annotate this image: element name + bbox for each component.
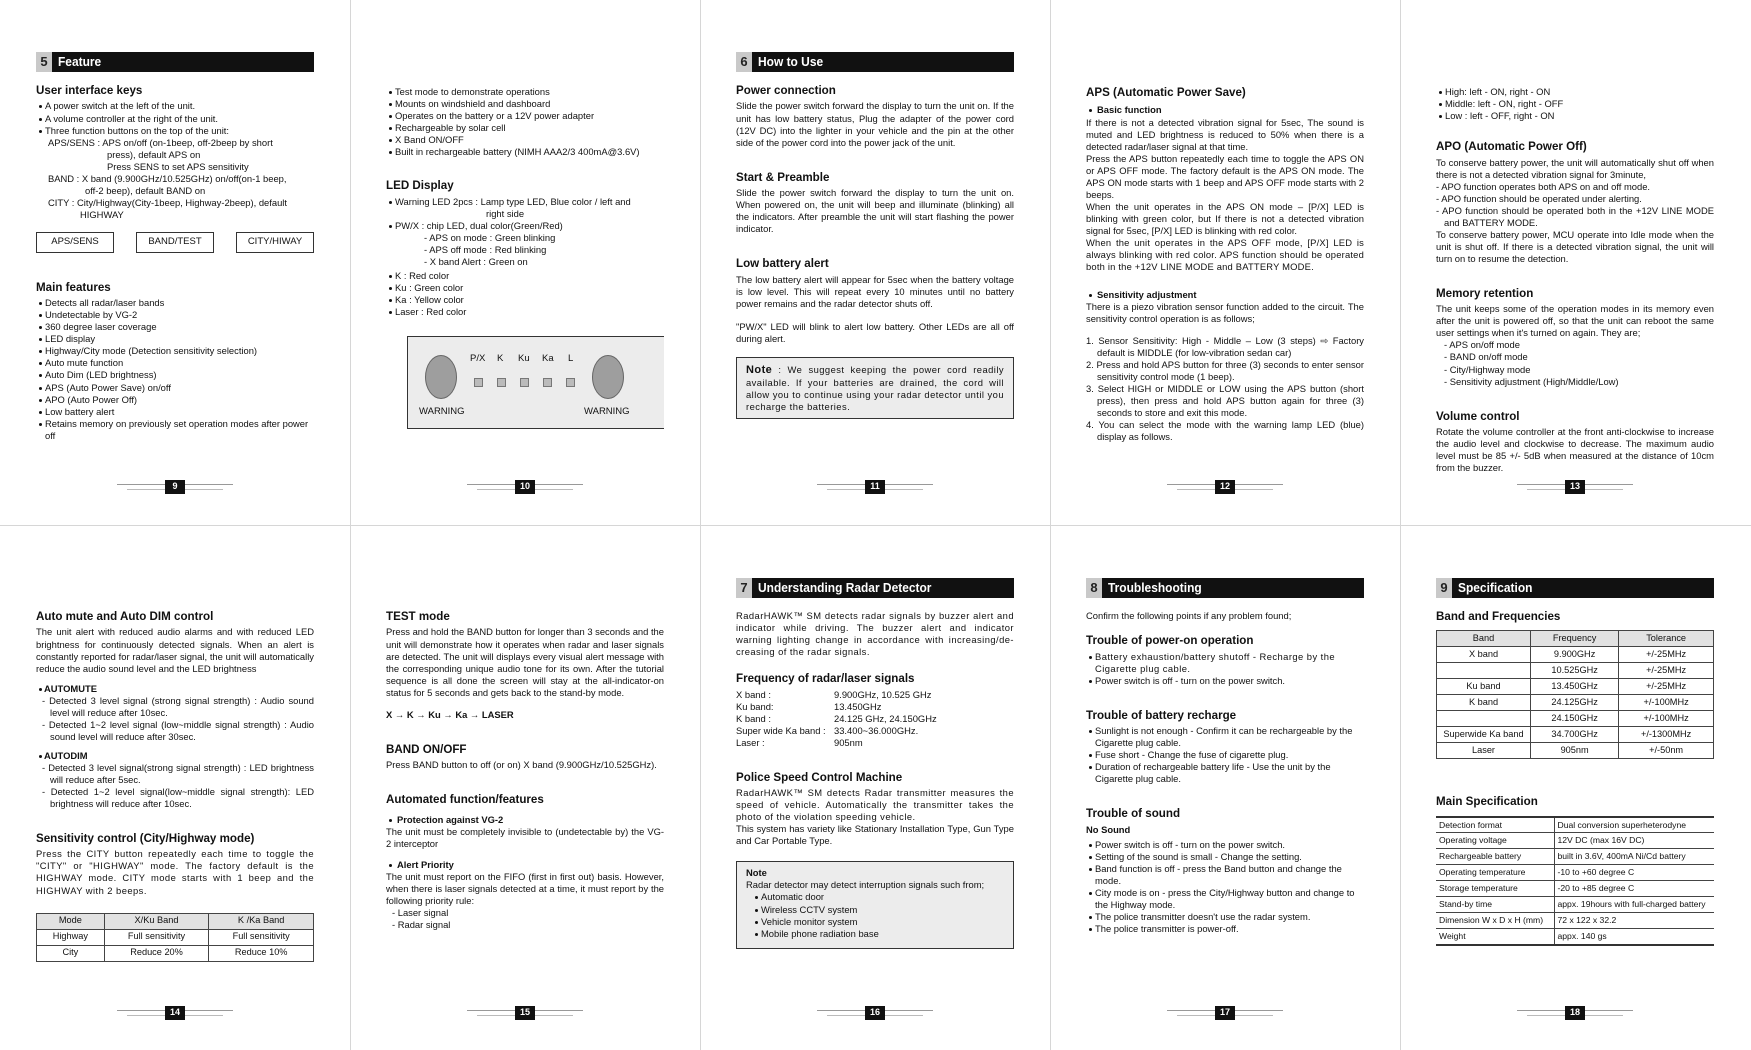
list-item: The police transmitter is power-off.	[1086, 923, 1364, 935]
subheading-no-sound: No Sound	[1086, 823, 1131, 835]
freq-band: K band :	[736, 712, 771, 724]
spec-value: Dual conversion superheterodyne	[1554, 817, 1714, 833]
mode-table	[36, 913, 314, 962]
spec-value: built in 3.6V, 400mA Ni/Cd battery	[1554, 849, 1714, 865]
table-cell: Tolerance	[1619, 631, 1714, 647]
freq-band: Laser :	[736, 736, 765, 748]
spec-label: Detection format	[1436, 817, 1554, 833]
list-item: APO (Auto Power Off)	[36, 394, 314, 406]
section-title: Specification	[1458, 579, 1533, 595]
table-cell: +/-50nm	[1619, 743, 1714, 759]
section-header	[1086, 578, 1364, 598]
spec-value: appx. 140 gs	[1554, 929, 1714, 945]
table-cell: Superwide Ka band	[1437, 727, 1531, 743]
heading-automated-features: Automated function/features	[386, 793, 544, 807]
list-item: APS (Auto Power Save) on/off	[36, 382, 314, 394]
heading-band-on-off: BAND ON/OFF	[386, 742, 467, 756]
memory-item: - City/Highway mode	[1444, 363, 1531, 375]
heading-police-speed: Police Speed Control Machine	[736, 770, 903, 784]
heading-user-interface-keys: User interface keys	[36, 84, 143, 97]
subheading-autodim: AUTODIM	[44, 749, 88, 761]
table-cell: Full sensitivity	[209, 929, 314, 945]
paragraph: Press the APS button repeatedly each time to toggle the APS ON or APS OFF mode. The factory default is the APS ON mode. The APS ON mode starts with 1 beep and APS OFF mode starts with 2 beeps.	[1086, 152, 1364, 200]
page-15	[386, 610, 664, 931]
section-header	[36, 52, 314, 72]
apo-item: - APO function should be operated under alerting.	[1436, 192, 1642, 204]
pwx-desc: - X band Alert : Green on	[424, 255, 528, 267]
spec-label: Weight	[1436, 929, 1554, 945]
paragraph: Press and hold the BAND button for longer than 3 seconds and the unit will demonstrate how it operates when radar and laser signals are detected. The unit will displays every visual alert message with the corresponding unique audio tone for its own. After the tutorial sequence is all done the screen will stay at the all-indicator-on status for 5 seconds and gets back to the stand-by mode.	[386, 626, 664, 698]
subheading-sensitivity-adjustment: Sensitivity adjustment	[1097, 288, 1197, 300]
heading-power-connection: Power connection	[736, 84, 836, 97]
page-14	[36, 610, 314, 962]
spec-label: Operating voltage	[1436, 833, 1554, 849]
heading-test-mode: TEST mode	[386, 610, 450, 623]
table-cell: +/-100MHz	[1619, 695, 1714, 711]
memory-item: - APS on/off mode	[1444, 339, 1520, 351]
k-label: K	[497, 352, 504, 364]
aps-sens-key: APS/SENS	[36, 232, 114, 253]
heading-memory-retention: Memory retention	[1436, 286, 1534, 300]
spec-value: 12V DC (max 16V DC)	[1554, 833, 1714, 849]
list-item: Power switch is off - turn on the power switch.	[1086, 839, 1364, 851]
list-item: Test mode to demonstrate operations	[386, 86, 664, 98]
priority-item: - Laser signal	[392, 906, 449, 918]
note-text: : We suggest keeping the power cord readily available. If your batteries are drained, the cord will allow you to continue using your radar detector until you recharge the batteries.	[746, 363, 1004, 412]
list-item: Fuse short - Change the fuse of cigarette plug.	[1086, 749, 1364, 761]
list-item: Retains memory on previously set operation modes after power off	[36, 418, 314, 442]
section-number: 9	[1436, 578, 1452, 598]
page-10	[386, 86, 664, 429]
autodim-item: - Detected 3 level signal(strong signal strength) : LED brightness will reduce after 5sec.	[42, 761, 314, 785]
paragraph: The unit must report on the FIFO (first in first out) basis. However, when there is laser signals detected at a time, it must report by the following priority rule:	[386, 870, 664, 906]
list-item: Rechargeable by solar cell	[386, 122, 664, 134]
heading-battery-recharge: Trouble of battery recharge	[1086, 708, 1237, 722]
table-cell: 905nm	[1531, 743, 1619, 759]
k-led	[497, 378, 506, 387]
memory-item: - Sensitivity adjustment (High/Middle/Low)	[1444, 375, 1619, 387]
section-title: Understanding Radar Detector	[758, 579, 932, 595]
paragraph: RadarHAWK™ SM detects radar signals by buzzer alert and indicator while driving. The buzzer alert and indicator warning lighting change in accordance with increasing/de-creasing of the radar signals.	[736, 610, 1014, 658]
table-cell: 24.150GHz	[1531, 711, 1619, 727]
list-item: Three function buttons on the top of the unit:	[36, 125, 314, 137]
table-cell: +/-25MHz	[1619, 679, 1714, 695]
table-cell	[1437, 663, 1531, 679]
heading-sensitivity-control: Sensitivity control (City/Highway mode)	[36, 831, 255, 845]
heading-frequency: Frequency of radar/laser signals	[736, 672, 915, 686]
table-cell: 10.525GHz	[1531, 663, 1619, 679]
spec-value: -20 to +85 degree C	[1554, 881, 1714, 897]
list-item: Auto mute function	[36, 357, 314, 369]
heading-low-battery-alert: Low battery alert	[736, 257, 829, 271]
paragraph: Confirm the following points if any problem found;	[1086, 610, 1292, 621]
spec-table	[1436, 816, 1714, 946]
step-item: 4. You can select the mode with the warning lamp LED (blue) display as follows.	[1086, 419, 1364, 443]
list-item: Duration of rechargeable battery life - Use the unit by the Cigarette plug cable.	[1086, 761, 1364, 785]
page-number: 11	[817, 480, 933, 494]
page-12	[1086, 86, 1364, 443]
section-title: Troubleshooting	[1108, 579, 1202, 595]
list-item: Mounts on windshield and dashboard	[386, 98, 664, 110]
list-item: Undetectable by VG-2	[36, 309, 314, 321]
subheading-automute: AUTOMUTE	[44, 682, 97, 694]
list-item: 360 degree laser coverage	[36, 321, 314, 333]
paragraph: If there is not a detected vibration signal for 5sec, The sound is muted and LED brightness is reduced to 50% when there is a detected radar/laser signal at that time.	[1086, 116, 1364, 152]
page-number: 18	[1517, 1006, 1633, 1020]
list-item: K : Red color	[386, 270, 664, 282]
page-number: 10	[467, 480, 583, 494]
page-number: 15	[467, 1006, 583, 1020]
paragraph: Press the CITY button repeatedly each time to toggle the "CITY" or "HIGHWAY" mode. The factory default is the HIGHWAY mode. CITY mode starts with 1 beep and the HIGHWAY with 2 beeps.	[36, 848, 314, 896]
pwx-label: P/X	[470, 352, 486, 364]
aps-sens-desc: Press SENS to set APS sensitivity	[107, 160, 249, 172]
heading-start-preamble: Start & Preamble	[736, 170, 830, 184]
step-item: 1. Sensor Sensitivity: High - Middle – Low (3 steps) ⇨ Factory default is MIDDLE (for low-vibration sedan car)	[1086, 335, 1364, 359]
spec-label: Rechargeable battery	[1436, 849, 1554, 865]
list-item: Vehicle monitor system	[752, 916, 1004, 928]
features-list	[36, 297, 314, 441]
freq-band: Ku band:	[736, 700, 774, 712]
section-number: 6	[736, 52, 752, 72]
city-desc: HIGHWAY	[80, 208, 124, 220]
paragraph: RadarHAWK™ SM detects Radar transmitter measures the speed of vehicle. Automatically the transmitter takes the photo of the violation speeding vehicle.	[736, 787, 1014, 823]
table-cell: 34.700GHz	[1531, 727, 1619, 743]
list-item: Low : left - OFF, right - ON	[1436, 110, 1714, 122]
table-cell: Reduce 20%	[104, 945, 209, 961]
list-item: Operates on the battery or a 12V power adapter	[386, 110, 664, 122]
l-led	[566, 378, 575, 387]
page-13	[1436, 86, 1714, 474]
table-cell: +/-25MHz	[1619, 663, 1714, 679]
paragraph: Slide the power switch forward the display to turn the unit on. When powered on, the unit will beep and illuminate (blinking) all the indicators. After preamble the unit will start flashing the power indicator.	[736, 187, 1014, 235]
list-item: Power switch is off - turn on the power switch.	[1086, 675, 1364, 687]
table-cell: City	[37, 945, 105, 961]
table-cell: X band	[1437, 647, 1531, 663]
table-cell: Full sensitivity	[104, 929, 209, 945]
table-cell: 13.450GHz	[1531, 679, 1619, 695]
note-box	[736, 357, 1014, 419]
paragraph: The unit must be completely invisible to (undetectable by) the VG-2 interceptor	[386, 825, 664, 849]
paragraph: When the unit operates in the APS ON mode – [P/X] LED is blinking with green color, but If there is not a detected vibration signal for 5sec, [P/X] LED is blinking with red color.	[1086, 200, 1364, 236]
table-cell: X/Ku Band	[104, 913, 209, 929]
table-cell: K /Ka Band	[209, 913, 314, 929]
table-cell: Mode	[37, 913, 105, 929]
apo-item: - APO function operates both APS on and off mode.	[1436, 180, 1651, 192]
heading-power-on: Trouble of power-on operation	[1086, 634, 1254, 648]
page-number: 9	[117, 480, 233, 494]
automute-item: - Detected 1~2 level signal (low~middle signal strength) : Audio sound level will reduce after 30sec.	[42, 718, 314, 742]
heading-auto-mute-dim: Auto mute and Auto DIM control	[36, 610, 214, 623]
band-table	[1436, 630, 1714, 759]
subheading-protection-vg2: Protection against VG-2	[397, 813, 504, 825]
list-item: Wireless CCTV system	[752, 904, 1004, 916]
aps-sens-desc: APS/SENS : APS on/off (on-1beep, off-2beep by short	[48, 136, 273, 148]
list-item: Band function is off - press the Band button and change the mode.	[1086, 863, 1364, 887]
page-number: 12	[1167, 480, 1283, 494]
note-box	[736, 861, 1014, 949]
section-number: 7	[736, 578, 752, 598]
ku-label: Ku	[518, 352, 530, 364]
spec-label: Stand-by time	[1436, 897, 1554, 913]
list-item: Built in rechargeable battery (NIMH AAA2/3 400mA@3.6V)	[386, 146, 664, 158]
table-cell: 24.125GHz	[1531, 695, 1619, 711]
list-item: Highway/City mode (Detection sensitivity selection)	[36, 345, 314, 357]
pwx-desc: - APS off mode : Red blinking	[424, 243, 547, 255]
table-cell: Frequency	[1531, 631, 1619, 647]
city-desc: CITY : City/Highway(City-1beep, Highway-2beep), default	[48, 196, 287, 208]
section-title: How to Use	[758, 53, 824, 69]
test-sequence: X → K → Ku → Ka → LASER	[386, 708, 514, 720]
warning-label-right: WARNING	[584, 405, 630, 417]
page-17	[1086, 578, 1364, 935]
freq-value: 24.125 GHz, 24.150GHz	[834, 712, 937, 724]
subheading-basic-function: Basic function	[1097, 104, 1162, 116]
heading-led-display: LED Display	[386, 179, 454, 193]
apo-item: - APO function should be operated both in the +12V LINE MODE and BATTERY MODE.	[1436, 204, 1714, 228]
note-label: Note	[746, 867, 767, 879]
paragraph: Rotate the volume controller at the front anti-clockwise to increase the audio level and clockwise to decrease. The maximum audio level must be 85 +/- 5dB when measured at the distance of 10cm from the buzzer.	[1436, 426, 1714, 474]
ku-led	[520, 378, 529, 387]
table-cell: Ku band	[1437, 679, 1531, 695]
row-divider	[0, 525, 1751, 526]
table-cell: Reduce 10%	[209, 945, 314, 961]
table-cell: +/-25MHz	[1619, 647, 1714, 663]
list-item: The police transmitter doesn't use the radar system.	[1086, 911, 1364, 923]
spec-label: Dimension W x D x H (mm)	[1436, 913, 1554, 929]
table-cell: K band	[1437, 695, 1531, 711]
heading-apo: APO (Automatic Power Off)	[1436, 140, 1587, 154]
heading-main-features: Main features	[36, 280, 111, 294]
list-item: Laser : Red color	[386, 306, 664, 318]
aps-sens-desc: press), default APS on	[107, 148, 201, 160]
ka-label: Ka	[542, 352, 554, 364]
spec-value: -10 to +60 degree C	[1554, 865, 1714, 881]
paragraph: There is a piezo vibration sensor function added to the circuit. The sensitivity control operation is as follows;	[1086, 300, 1364, 324]
list-item: Warning LED 2pcs : Lamp type LED, Blue color / left and	[386, 196, 664, 208]
table-cell: +/-1300MHz	[1619, 727, 1714, 743]
autodim-item: - Detected 1~2 level signal(low~middle signal strength): LED brightness will reduce after 10sec.	[42, 785, 314, 809]
spec-label: Storage temperature	[1436, 881, 1554, 897]
note-text: Radar detector may detect interruption signals such from;	[746, 879, 985, 891]
automute-item: - Detected 3 level signal (strong signal strength) : Audio sound level will reduce after 10sec.	[42, 694, 314, 718]
step-item: 2. Press and hold APS button for three (3) seconds to enter sensor sensitivity control mode (1 beep).	[1086, 359, 1364, 383]
table-cell: Highway	[37, 929, 105, 945]
list-item: PW/X : chip LED, dual color(Green/Red)	[386, 220, 664, 232]
page-16	[736, 578, 1014, 949]
page-number: 17	[1167, 1006, 1283, 1020]
note-label: Note	[746, 363, 773, 376]
subheading-alert-priority: Alert Priority	[397, 858, 454, 870]
band-desc: BAND : X band (9.900GHz/10.525GHz) on/off(on-1 beep,	[48, 172, 287, 184]
paragraph: To conserve battery power, the unit will automatically shut off when there is not a detected vibration signal for 3minute,	[1436, 156, 1714, 180]
paragraph: The unit keeps some of the operation modes in its memory even after the unit is powered off, so that the unit can reboot the same user settings when it's turned on again. They are;	[1436, 303, 1714, 339]
table-cell: Band	[1437, 631, 1531, 647]
list-item: Sunlight is not enough - Confirm it can be rechargeable by the Cigarette plug cable.	[1086, 725, 1364, 749]
heading-sound: Trouble of sound	[1086, 807, 1181, 821]
list-item: Mobile phone radiation base	[752, 928, 1004, 940]
section-number: 5	[36, 52, 52, 72]
led-panel-diagram	[407, 336, 664, 429]
list-item: Detects all radar/laser bands	[36, 297, 314, 309]
list-item: A power switch at the left of the unit.	[36, 100, 314, 112]
freq-value: 905nm	[834, 736, 863, 748]
page-18	[1436, 578, 1714, 946]
list-item: A volume controller at the right of the unit.	[36, 113, 314, 125]
section-header	[1436, 578, 1714, 598]
heading-band-frequencies: Band and Frequencies	[1436, 610, 1561, 623]
page-11	[736, 52, 1014, 419]
heading-volume-control: Volume control	[1436, 409, 1520, 423]
page-number: 14	[117, 1006, 233, 1020]
paragraph: This system has variety like Stationary Installation Type, Gun Type and Car Portable Type.	[736, 823, 1014, 847]
list-item: LED display	[36, 333, 314, 345]
paragraph: When the unit operates in the APS OFF mode, [P/X] LED is always blinking with red color. APS function should be operated both in the +12V LINE MODE and BATTERY MODE.	[1086, 236, 1364, 272]
section-number: 8	[1086, 578, 1102, 598]
paragraph: Slide the power switch forward the display to turn the unit on. If the unit has low battery status, Plug the adapter of the power cord (12V DC) into the lighter in your vehicle and the pin at the other side of the power cord into the power jack of the unit.	[736, 100, 1014, 148]
table-cell: Laser	[1437, 743, 1531, 759]
list-item: Auto Dim (LED brightness)	[36, 369, 314, 381]
list-item: Automatic door	[752, 891, 1004, 903]
list-item: Middle: left - ON, right - OFF	[1436, 98, 1714, 110]
spec-label: Operating temperature	[1436, 865, 1554, 881]
list-item: Low battery alert	[36, 406, 314, 418]
step-item: 3. Select HIGH or MIDDLE or LOW using the APS button (short press), then press and hold APS button again for three (3) seconds to store and exit this mode.	[1086, 383, 1364, 419]
page-number: 13	[1517, 480, 1633, 494]
heading-aps: APS (Automatic Power Save)	[1086, 86, 1246, 99]
spec-value: 72 x 122 x 32.2	[1554, 913, 1714, 929]
l-label: L	[568, 352, 574, 364]
paragraph: "PW/X" LED will blink to alert low battery. Other LEDs are all off during alert.	[736, 320, 1014, 344]
heading-main-specification: Main Specification	[1436, 795, 1538, 809]
city-hiway-key: CITY/HIWAY	[236, 232, 314, 253]
paragraph: The low battery alert will appear for 5sec when the battery voltage is low level. This will repeat every 10 minutes until no battery power remains and the radar detector shuts off.	[736, 273, 1014, 309]
ka-led	[543, 378, 552, 387]
memory-item: - BAND on/off mode	[1444, 351, 1528, 363]
freq-value: 13.450GHz	[834, 700, 882, 712]
list-item: Ku : Green color	[386, 282, 664, 294]
pwx-desc: - APS on mode : Green blinking	[424, 231, 556, 243]
paragraph: Press BAND button to off (or on) X band (9.900GHz/10.525GHz).	[386, 759, 657, 771]
pwx-led	[474, 378, 483, 387]
frequency-list	[736, 689, 937, 749]
freq-value: 9.900GHz, 10.525 GHz	[834, 688, 932, 700]
table-cell: 9.900GHz	[1531, 647, 1619, 663]
page-number: 16	[817, 1006, 933, 1020]
section-header	[736, 578, 1014, 598]
band-desc: off-2 beep), default BAND on	[85, 184, 206, 196]
spec-value: appx. 19hours with full-charged battery	[1554, 897, 1714, 913]
priority-item: - Radar signal	[392, 918, 451, 930]
button-diagram	[36, 232, 314, 253]
warning-label-left: WARNING	[419, 405, 465, 417]
page-9	[36, 52, 314, 442]
freq-band: X band :	[736, 688, 771, 700]
list-item: Battery exhaustion/battery shutoff - Recharge by the Cigarette plug cable.	[1086, 651, 1364, 675]
section-title: Feature	[58, 53, 102, 69]
list-item: City mode is on - press the City/Highway button and change to the Highway mode.	[1086, 887, 1364, 911]
freq-value: 33.400~36.000GHz.	[834, 724, 919, 736]
paragraph: To conserve battery power, MCU operate into Idle mode when the unit is shut off. If there is a detected vibration signal, the unit will turn on to resume the detection.	[1436, 228, 1714, 264]
warning-led-left	[425, 355, 457, 399]
band-test-key: BAND/TEST	[136, 232, 214, 253]
list-item: X Band ON/OFF	[386, 134, 664, 146]
freq-band: Super wide Ka band :	[736, 724, 826, 736]
list-item: High: left - ON, right - ON	[1436, 86, 1714, 98]
section-header	[736, 52, 1014, 72]
table-cell: +/-100MHz	[1619, 711, 1714, 727]
warning-led-right	[592, 355, 624, 399]
list-item: Ka : Yellow color	[386, 294, 664, 306]
paragraph: The unit alert with reduced audio alarms and with reduced LED brightness for continuously detected signals. When an alert is constantly reported for radar/laser signal, the unit will automatically reduce the audio sound level and the LED brightness	[36, 626, 314, 674]
warning-led-desc: right side	[486, 207, 525, 219]
table-cell	[1437, 711, 1531, 727]
list-item: Setting of the sound is small - Change the setting.	[1086, 851, 1364, 863]
